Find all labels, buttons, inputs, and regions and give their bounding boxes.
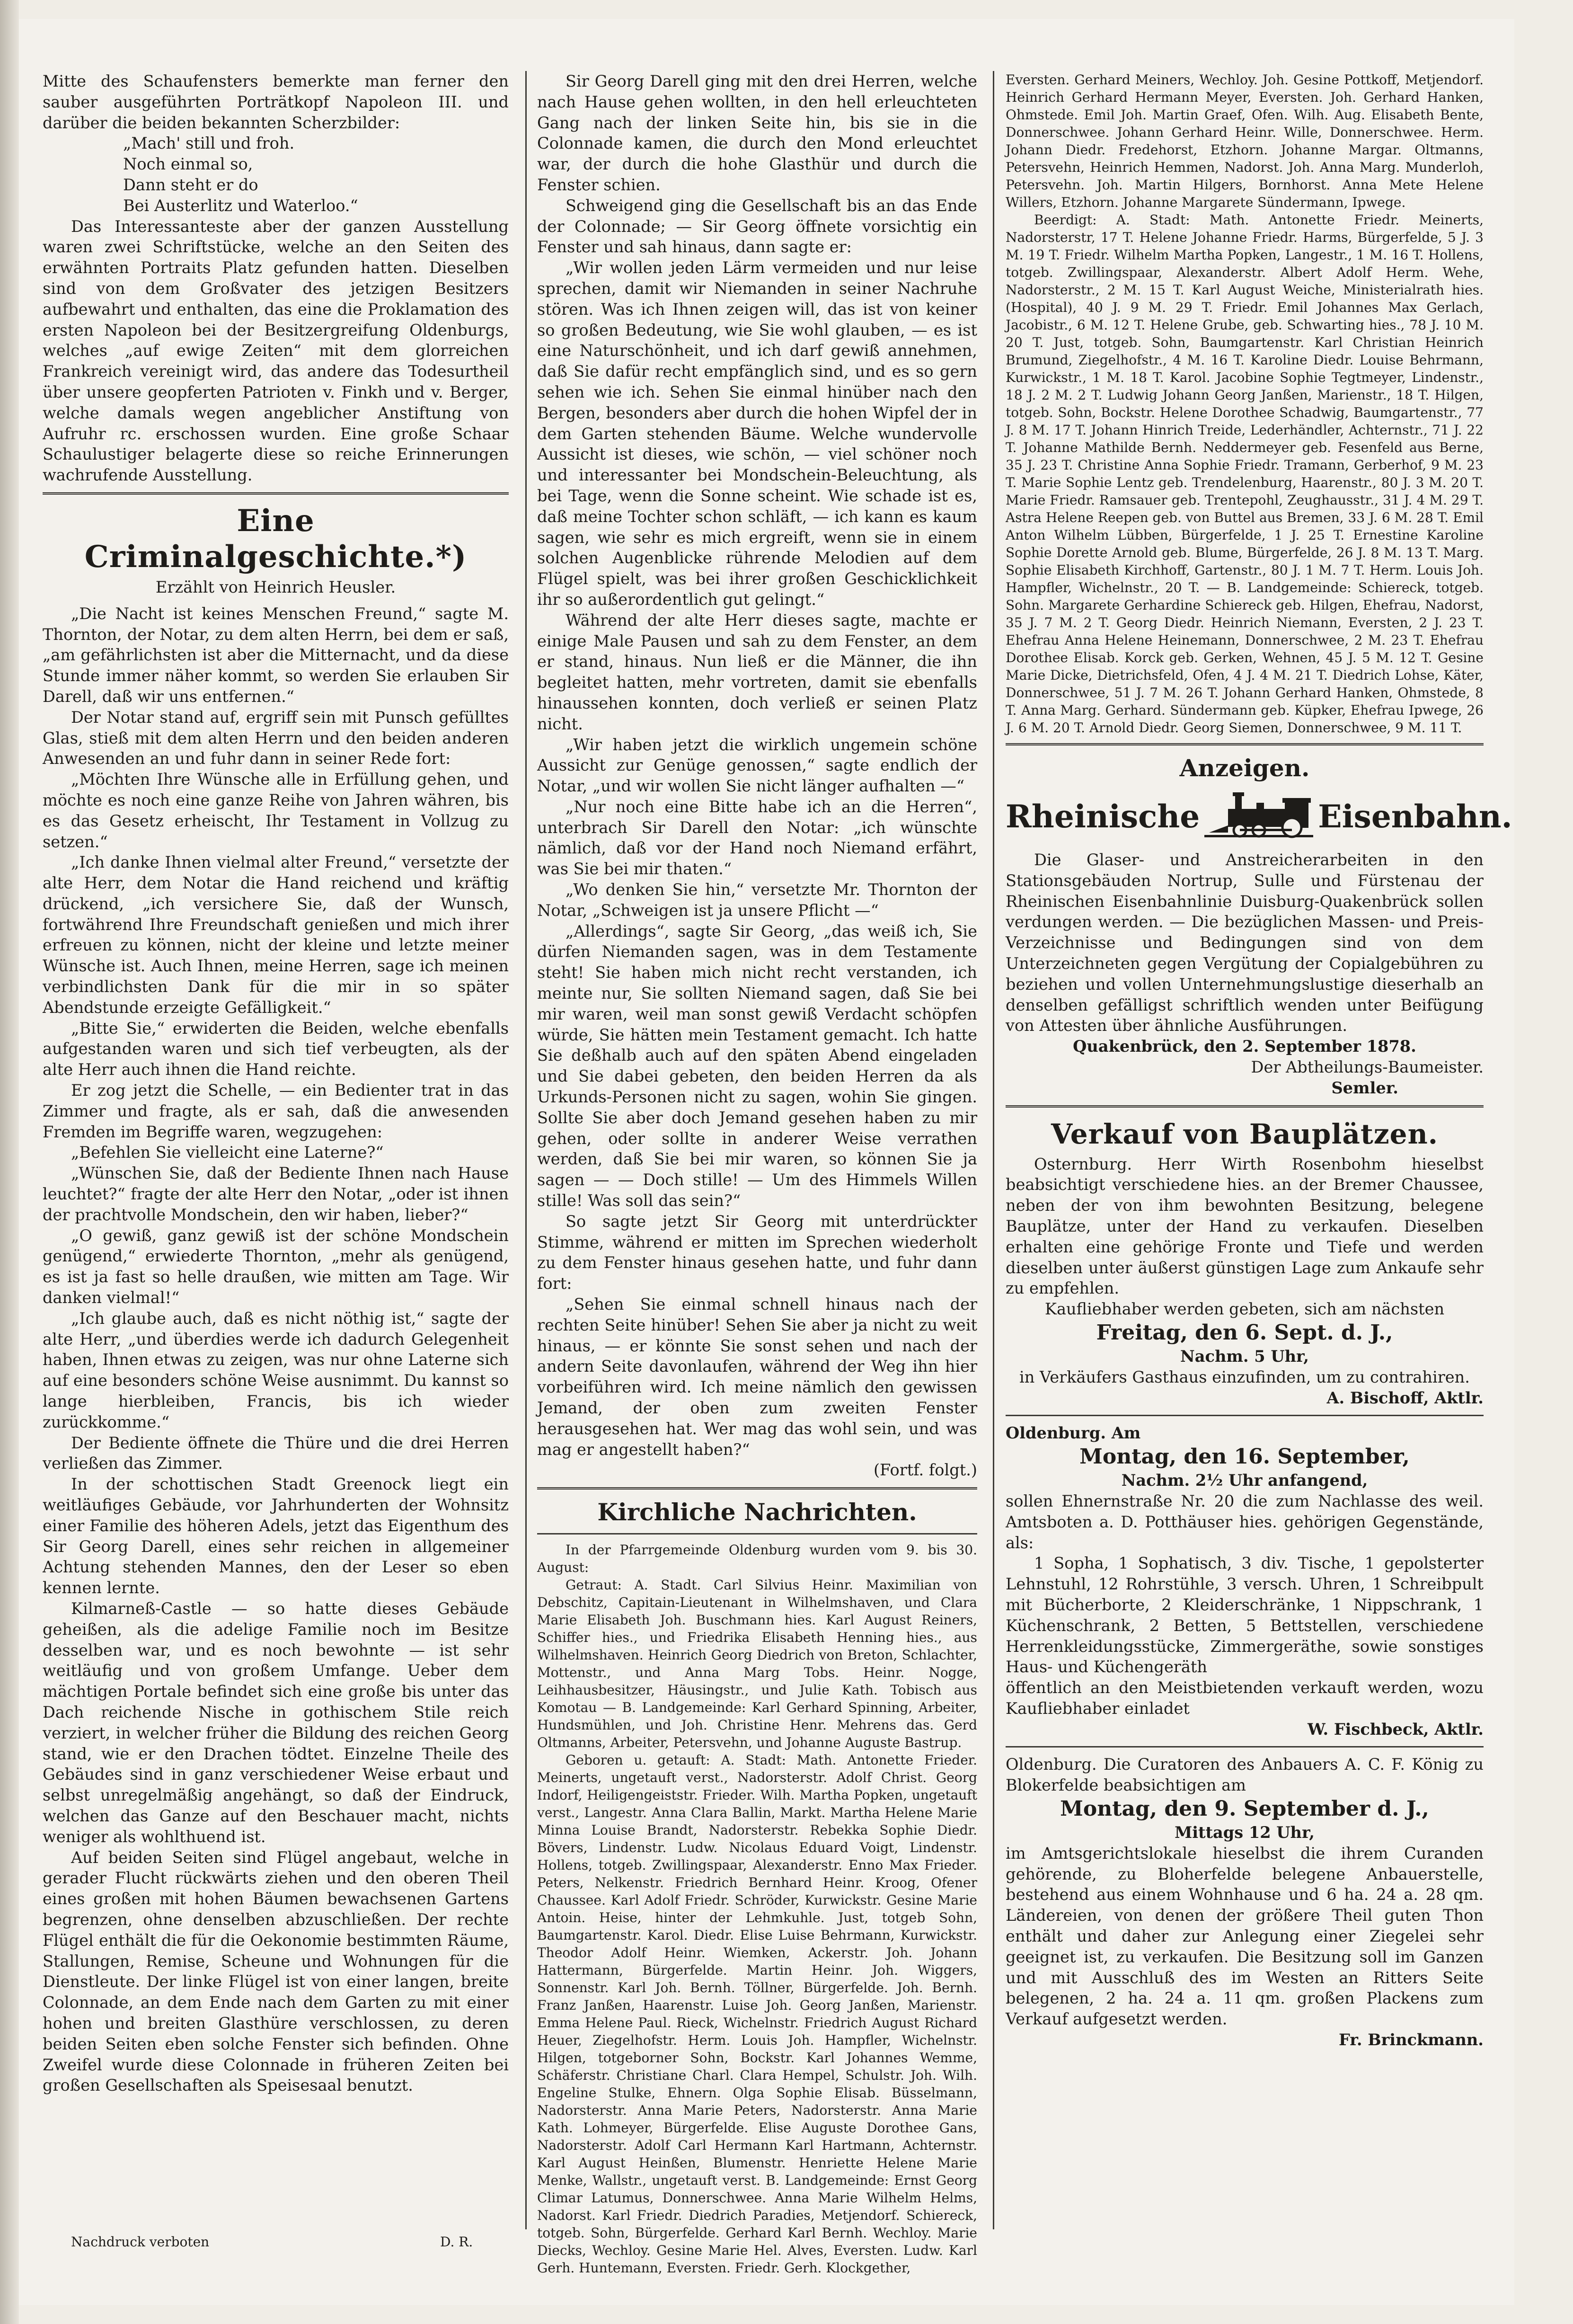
story-paragraph: „Allerdings“, sagte Sir Georg, „das weiß ich, Sie dürfen Niemanden sagen, was in dem Testamente steht! Sie haben mich nicht recht verstanden, ich meinte nur, Sie sollten Niemand sagen, daß Sie bei mir waren, weil man sonst gewiß Verdacht schöpfen würde, Sie hätten mein Testament gemacht. Ich hatte Sie deßhalb auch auf den späten Abend eingeladen und Sie dabei gebeten, den beiden Herren da als Urkunds-Personen nicht zu sagen, wohin Sie gingen. Sollte Sie aber doch Jemand gesehen haben zu mir gehen, oder sollte in anderer Weise verrathen werden, daß Sie bei mir waren, so können Sie ja sagen — — Doch stille! — Um des Himmels Willen stille! Was soll das sein?“ — [537, 922, 977, 1210]
verse-line: „Mach' still und froh. — [123, 134, 295, 153]
story-paragraph: Der Notar stand auf, ergriff sein mit Punsch gefülltes Glas, stieß mit dem alten Herrn und den beiden anderen Anwesenden an und fuhr dann in seiner Rede fort: — [43, 708, 509, 768]
church-entry: Getraut: A. Stadt. Carl Silvius Heinr. Maximilian von Debschitz, Capitain-Lieutenant in Wilhelmshaven, und Clara Marie Elisabeth Joh. Buschmann hies. Karl August Reiners, Schiffer hies., und Friedrika Elisabeth Henning hies., aus Wilhelmshaven. Heinrich Georg Diedrich von Breton, Schlachter, Mottenstr., und Anna Marg Tobs. Heinr. Nogge, Leihhausbesitzer, Häusingstr., und Julie Kath. Tobisch aus Komotau — B. Landgemeinde: Karl Gerhard Spinning, Arbeiter, Hundsmühlen, und Joh. Christine Henr. Mehrens das. Gerd Oltmanns, Arbeiter, Petersvehn, und Johanne Auguste Bastrup. — [537, 1577, 977, 1751]
church-intro: In der Pfarrgemeinde Oldenburg wurden vom 9. bis 30. August: — [537, 1542, 977, 1576]
building-plots-time: Nachm. 5 Uhr, — [1180, 1346, 1309, 1366]
story-paragraph: „Wir wollen jeden Lärm vermeiden und nur leise sprechen, damit wir Niemanden in seiner Nachruhe stören. Was ich Ihnen zeigen will, das ist von keiner so großen Bedeutung, wie Sie wohl glauben, — es ist eine Naturschönheit, und ich darf gewiß annehmen, daß Sie dafür recht empfänglich sind, und es so gern sehen wie ich. Sehen Sie einmal hinüber nach den Bergen, besonders aber durch die hohen Wipfel der in dem Garten stehenden Bäume. Welche wundervolle Aussicht ist dieses, wie schön, — viel schöner noch und interessanter bei Mondschein-Beleuchtung, als bei Tage, wenn die Sonne scheint. Wie schade ist es, daß meine Tochter schon schläft, — ich kann es kaum sagen, wie sehr es mich ergreift, wenn sie in einem solchen Augenblicke rührende Melodien auf dem Flügel spielt, was bei ihrer großen Geschicklichkeit ihr so außerordentlich gut gelingt.“ — [537, 258, 977, 609]
building-plots-place: in Verkäufers Gasthaus einzufinden, um zu contrahiren. — [1019, 1367, 1470, 1386]
auction-2-signature: Fr. Brinckmann. — [1339, 2030, 1484, 2049]
auction-1-closing: öffentlich an den Meistbietenden verkauft werden, wozu Kaufliebhaber einladet — [1006, 1678, 1484, 1718]
railway-ad-header — [1006, 786, 1512, 848]
railway-ad-title-left: Rheinische — [1006, 798, 1200, 835]
verse-line: Noch einmal so, — [123, 155, 253, 174]
advertisements-title: Anzeigen. — [1179, 754, 1310, 782]
auction-1-date: Montag, den 16. September, — [1079, 1445, 1410, 1469]
story-paragraph: So sagte jetzt Sir Georg mit unterdrückter Stimme, während er mitten im Sprechen wiederholt zu dem Fenster hinaus gesehen hatte, und fuhr dann fort: — [537, 1212, 977, 1293]
story-paragraph: „Wir haben jetzt die wirklich ungemein schöne Aussicht zur Genüge genossen,“ sagte endlich der Notar, „und wir wollen Sie nicht länger aufhalten —“ — [537, 735, 977, 796]
story-title: Eine Criminalgeschichte.*) — [84, 503, 467, 575]
column-1 — [43, 71, 509, 2234]
story-paragraph: „Ich danke Ihnen vielmal alter Freund,“ versetzte der alte Herr, dem Notar die Hand reichend und kräftig drückend, „ich versichere Sie, daß der Wunsch, fortwährend Ihre Freundschaft genießen und mich ihrer erfreuen zu können, nicht der kleine und letzte meiner Wünsche ist. Auch Ihnen, meine Herren, sage ich meinen verbindlichsten Dank für die mir in so später Abendstunde erzeigte Gefälligkeit.“ — [43, 853, 509, 1017]
divider — [537, 1533, 977, 1535]
verse-line: Dann steht er do — [123, 175, 258, 194]
divider — [1006, 1746, 1484, 1747]
continuation-note: (Fortf. folgt.) — [873, 1461, 977, 1480]
building-plots-title: Verkauf von Bauplätzen. — [1051, 1118, 1438, 1150]
story-paragraph: „Wünschen Sie, daß der Bediente Ihnen nach Hause leuchtet?“ fragte der alte Herr den Notar, „oder ist ihnen der prachtvolle Mondschein, den wir haben, lieber?“ — [43, 1164, 509, 1224]
intro-paragraph: Mitte des Schaufensters bemerkte man ferner den sauber ausgeführten Porträtkopf Napoleon III. und darüber die beiden bekannten Scherzbilder: — [43, 72, 509, 132]
story-paragraph: „Die Nacht ist keines Menschen Freund,“ sagte M. Thornton, der Notar, zu dem alten Herrn, bei dem er saß, „am gefährlichsten ist aber die Mitternacht, und da diese Stunde immer näher kommt, so werden Sie erlauben Sir Darell, daß wir uns entfernen.“ — [43, 604, 509, 706]
story-paragraph: „Befehlen Sie vielleicht eine Laterne?“ — [71, 1143, 384, 1162]
story-paragraph: „Ich glaube auch, daß es nicht nöthig ist,“ sagte der alte Herr, „und überdies werde ich dadurch Gelegenheit haben, Ihnen etwas zu zeigen, was nur ohne Laterne sich auf eine besonders schöne Weise ausnimmt. Du kannst so lange hierbleiben, Francis, bis ich wieder zurückkomme.“ — [43, 1309, 509, 1431]
building-plots-signature: A. Bischoff, Aktlr. — [1326, 1388, 1484, 1407]
story-paragraph: „Möchten Ihre Wünsche alle in Erfüllung gehen, und möchte es noch eine ganze Reihe von Jahren währen, bis es das Gesetz erheischt, Ihr Testament in Vollzug zu setzen.“ — [43, 770, 509, 851]
railway-ad-signature: Semler. — [1331, 1078, 1398, 1097]
railway-ad-signature-role: Der Abtheilungs-Baumeister. — [1251, 1057, 1484, 1076]
building-plots-invite: Kaufliebhaber werden gebeten, sich am nächsten — [1044, 1300, 1445, 1319]
verse-line: Bei Austerlitz und Waterloo.“ — [123, 196, 358, 215]
building-plots-date: Freitag, den 6. Sept. d. J., — [1096, 1320, 1393, 1345]
auction-1-signature: W. Fischbeck, Aktlr. — [1307, 1719, 1484, 1739]
story-paragraph: „Bitte Sie,“ erwiderten die Beiden, welche ebenfalls aufgestanden waren und sich tief verbeugten, als der alte Herr auch ihnen die Hand reichte. — [43, 1019, 509, 1079]
story-paragraph: Während der alte Herr dieses sagte, machte er einige Male Pausen und sah zu dem Fenster, an dem er stand, hinaus. Nun ließ er die Männer, die ihn begleitet hatten, mehr vortreten, damit sie ebenfalls hinaussehen konnten, doch verließ er seinen Platz nicht. — [537, 611, 977, 733]
story-paragraph: Er zog jetzt die Schelle, — ein Bedienter trat in das Zimmer und fragte, als er sah, daß die anwesenden Fremden im Begriffe waren, wegzugehen: — [43, 1081, 509, 1141]
railway-ad-date: Quakenbrück, den 2. September 1878. — [1073, 1037, 1416, 1056]
auction-2-text: im Amtsgerichtslokale hieselbst die ihrem Curanden gehörende, zu Bloherfelde belegene Anbauerstelle, bestehend aus einem Wohnhause und 6 ha. 24 a. 28 qm. Ländereien, von denen der größere Theil guten Thon enthält und daher zur Anlegung einer Ziegelei sehr geeignet ist, zu verkaufen. Die Besitzung soll im Ganzen und mit Ausschluß des im Westen an Ritters Seite belegenen, 2 ha. 24 a. 11 qm. großen Plackens zum Verkauf aufgesetzt werden. — [1006, 1844, 1484, 2029]
column-rule — [993, 71, 994, 2229]
divider — [43, 492, 509, 497]
railway-ad-text: Die Glaser- und Anstreicherarbeiten in den Stationsgebäuden Nortrup, Sulle und Fürstenau der Rheinischen Eisenbahnlinie Duisburg-Quakenbrück sollen verdungen werden. — Die bezüglichen Massen- und Preis-Verzeichnisse und Bedingungen sind von dem Unterzeichneten gegen Vergütung der Copialgebühren zu beziehen und vollen Unternehmungslustige dieserhalb an denselben gefälligst schriftlich wenden unter Beifügung von Attesten über ähnliche Ausführungen. — [1006, 851, 1484, 1035]
church-entry: Eversten. Gerhard Meiners, Wechloy. Joh. Gesine Pottkoff, Metjendorf. Heinrich Gerhard Hermann Meyer, Eversten. Joh. Gerhard Hanken, Ohmstede. Emil Joh. Martin Graef, Ofen. Wilh. Aug. Elisabeth Bente, Donnerschwee. Johann Gerhard Heinr. Wille, Donnerschwee. Herm. Johann Diedr. Fredehorst, Etzhorn. Johanne Margar. Oltmanns, Petersvehn, Heinrich Hemmen, Nadorst. Joh. Anna Marg. Munderloh, Petersvehn. Joh. Martin Hilgers, Bornhorst. Anna Mete Helene Willers, Etzhorn. Johanne Margarete Sündermann, Ipwege. — [1006, 72, 1484, 210]
column-3 — [1006, 71, 1512, 2234]
divider — [1006, 1415, 1484, 1416]
footnote-reprint: Nachdruck verboten — [71, 2234, 210, 2250]
auction-1-location: Oldenburg. Am — [1006, 1423, 1141, 1443]
auction-2-date: Montag, den 9. September d. J., — [1060, 1797, 1429, 1821]
story-paragraph: Sir Georg Darell ging mit den drei Herren, welche nach Hause gehen wollten, in den hell erleuchteten Gang nach der linken Seite hin, bis sie in die Colonnade kamen, die durch den Mond erleuchtet war, der durch die hohe Glasthür und durch die Fenster schien. — [537, 72, 977, 194]
auction-2-intro: Oldenburg. Die Curatoren des Anbauers A. C. F. König zu Blokerfelde beabsichtigen am — [1006, 1755, 1484, 1795]
story-paragraph: Auf beiden Seiten sind Flügel angebaut, welche in gerader Flucht rückwärts ziehen und den oberen Theil eines großen mit hohen Bäumen bewachsenen Gartens begrenzen, ohne denselben abzuschließen. Der rechte Flügel enthält die für die Oekonomie bestimmten Räume, Stallungen, Remise, Scheune und Wohnungen für die Dienstleute. Der linke Flügel ist von einer langen, breite Colonnade, an dem Ende nach dem Garten zu mit einer hohen und breiten Glasthüre verschlossen, zu deren beiden Seiten eben solche Fenster sich befinden. Ohne Zweifel wurde diese Colonnade in früheren Zeiten bei großen Gesellschaften als Speisesaal benutzt. — [43, 1848, 509, 2095]
story-paragraph: „Nur noch eine Bitte habe ich an die Herren“, unterbrach Sir Darell den Notar: „ich wünschte nämlich, daß vor der Hand noch Niemand erfährt, was Sie bei mir thaten.“ — [537, 797, 977, 878]
story-byline: Erzählt von Heinrich Heusler. — [155, 577, 396, 596]
auction-1-items: 1 Sopha, 1 Sophatisch, 3 div. Tische, 1 gepolsterter Lehnstuhl, 12 Rohrstühle, 3 versch. Uhren, 1 Schreibpult mit Bücherborte, 2 Kleiderschränke, 1 Nippschrank, 1 Küchenschrank, 2 Betten, 5 Bettstellen, verschiedene Herrenkleidungsstücke, Zimmergeräthe, sowie sonstiges Haus- und Küchengeräth — [1006, 1554, 1484, 1676]
column-rule — [525, 71, 527, 2229]
story-paragraph: In der schottischen Stadt Greenock liegt ein weitläufiges Gebäude, vor Jahrhunderten der Wohnsitz einer Familie des höheren Adels, jetzt das Eigenthum des Sir Georg Darell, eines sehr reichen in allgemeiner Achtung stehenden Mannes, den der Leser so eben kennen lernte. — [43, 1475, 509, 1597]
church-news-title: Kirchliche Nachrichten. — [597, 1498, 917, 1526]
building-plots-text: Osternburg. Herr Wirth Rosenbohm hieselbst beabsichtigt verschiedene hies. an der Bremer Chaussee, neben der von ihm bewohnten Besitzung, belegene Bauplätze, unter der Hand zu verkaufen. Dieselben erhalten eine gehörige Fronte und Tiefe und werden dieselben unter äußerst günstigen Lage zum Ankaufe sehr zu empfehlen. — [1006, 1154, 1484, 1298]
divider — [537, 1487, 977, 1491]
locomotive-icon — [1200, 788, 1318, 847]
divider — [1006, 743, 1484, 747]
story-paragraph: Der Bediente öffnete die Thüre und die drei Herren verließen das Zimmer. — [43, 1433, 509, 1473]
auction-1-time: Nachm. 2½ Uhr anfangend, — [1121, 1471, 1368, 1490]
story-paragraph: „Wo denken Sie hin,“ versetzte Mr. Thornton der Notar, „Schweigen ist ja unsere Pflicht —“ — [537, 880, 977, 920]
church-entry: Geboren u. getauft: A. Stadt: Math. Antonette Frieder. Meinerts, ungetauft verst., Nadorsterstr. Adolf Christ. Georg Indorf, Heiligengeiststr. Frieder. Wilh. Martha Popken, ungetauft verst., Langestr. Anna Clara Ballin, Markt. Martha Helene Marie Minna Louise Brandt, Nadorsterstr. Rebekka Sophie Diedr. Bövers, Lindenstr. Ludw. Nicolaus Eduard Voigt, Lindenstr. Hollens, totgeb. Zwillingspaar, Alexanderstr. Enno Max Frieder. Peters, Nelkenstr. Friedrich Bernhard Heinr. Kroog, Ofener Chaussee. Karl Adolf Friedr. Schröder, Kurwickstr. Gesine Marie Antoin. Heise, hinter der Lehmkuhle. Just, totgeb Sohn, Baumgartenstr. Karol. Diedr. Elise Luise Behrmann, Kurwickstr. Theodor Adolf Heinr. Wiemken, Ackerstr. Joh. Johann Hattermann, Bürgerfelde. Martin Heinr. Joh. Wiggers, Sonnenstr. Karl Joh. Bernh. Töllner, Bürgerfelde. Joh. Bernh. Franz Janßen, Haarenstr. Luise Joh. Georg Janßen, Marienstr. Emma Helene Paul. Rieck, Wichelnstr. Friedrich August Richard Heuer, Ziegelhofstr. Herm. Louis Joh. Hampfler, Wichelnstr. Hilgen, totgeborner Sohn, Bockstr. Karl Johannes Wemme, Schäferstr. Christiane Charl. Clara Hempel, Schulstr. Joh. Wilh. Engeline Stulke, Ehnern. Olga Sophie Elisab. Büsselmann, Nadorsterstr. Anna Marie Peters, Nadorsterstr. Anna Marie Kath. Lohmeyer, Bürgerfelde. Elise Auguste Dorothee Gans, Nadorsterstr. Adolf Carl Hermann Karl Hartmann, Achternstr. Karl August Heinßen, Blumenstr. Henriette Helene Marie Menke, Wallstr., ungetauft verst. B. Landgemeinde: Ernst Georg Climar Latumus, Donnerschwee. Anna Marie Wilhelm Helms, Nadorst. Karl Friedr. Diedrich Paradies, Metjendorf. Schiereck, totgeb. Sohn, Bürgerfelde. Gerhard Karl Bernh. Wechloy. Marie Diecks, Wechloy. Gesine Marie Hel. Alves, Eversten. Ludw. Karl Gerh. Huntemann, Eversten. Friedr. Gerh. Klockgether, — [537, 1752, 977, 2276]
story-paragraph: „O gewiß, ganz gewiß ist der schöne Mondschein genügend,“ erwiederte Thornton, „mehr als genügend, es ist ja fast so helle draußen, wie mitten am Tage. Wir danken vielmal!“ — [43, 1226, 509, 1307]
church-entry: Beerdigt: A. Stadt: Math. Antonette Friedr. Meinerts, Nadorsterstr, 17 T. Helene Johanne Friedr. Harms, Bürgerfelde, 5 J. 3 M. 19 T. Friedr. Wilhelm Martha Popken, Langestr., 1 M. 16 T. Hollens, totgeb. Zwillingspaar, Alexanderstr. Albert Adolf Herm. Wehe, Nadorsterstr., 2 M. 15 T. Karl August Weiche, Ministerialrath hies. (Hospital), 40 J. 9 M. 29 T. Friedr. Emil Johannes Max Gerlach, Jacobistr., 6 M. 12 T. Helene Grube, geb. Schwarting hies., 78 J. 10 M. 20 T. Just, totgeb. Sohn, Baumgartenstr. Karl Christian Heinrich Brumund, Ziegelhofstr., 4 M. 16 T. Karoline Diedr. Louise Behrmann, Kurwickstr., 1 M. 18 T. Karol. Jacobine Sophie Tegtmeyer, Lindenstr., 18 J. 2 M. 2 T. Ludwig Johann Georg Janßen, Marienstr., 18 T. Hilgen, totgeb. Sohn, Bockstr. Helene Dorothee Schadwig, Baumgartenstr., 77 J. 8 M. 17 T. Johann Hinrich Treide, Lederhändler, Achternstr., 71 J. 22 T. Johanne Mathilde Bernh. Neddermeyer geb. Fesenfeld aus Berne, 35 J. 23 T. Christine Anna Sophie Friedr. Tramann, Gerberhof, 9 M. 23 T. Marie Sophie Lentz geb. Trendelenburg, Haarenstr., 80 J. 3 M. 20 T. Marie Friedr. Ramsauer geb. Trentepohl, Zeughausstr., 31 J. 4 M. 29 T. Astra Helene Reepen geb. von Buttel aus Bremen, 33 J. 6 M. 28 T. Emil Anton Wilhelm Lübben, Bürgerfelde, 1 J. 25 T. Ernestine Karoline Sophie Dorette Arnold geb. Blume, Bürgerfelde, 26 J. 8 M. 13 T. Marg. Sophie Elisabeth Kirchhoff, Gartenstr., 80 J. 1 M. 7 T. Herm. Louis Joh. Hampfler, Wichelnstr., 20 T. — B. Landgemeinde: Schiereck, totgeb. Sohn. Margarete Gerhardine Schiereck geb. Hilgen, Ehefrau, Nadorst, 35 J. 7 M. 2 T. Georg Diedr. Heinrich Niemann, Eversten, 2 J. 23 T. Ehefrau Anna Helene Heinemann, Donnerschwee, 2 M. 23 T. Ehefrau Dorothee Elisab. Korck geb. Gerken, Wehnen, 45 J. 5 M. 12 T. Gesine Marie Dicke, Dietrichsfeld, Ofen, 4 J. 4 M. 21 T. Diedrich Lohse, Käter, Donnerschwee, 51 J. 7 M. 26 T. Johann Gerhard Hanken, Ohmstede, 8 T. Anna Marg. Gerhard. Sündermann geb. Küpker, Ehefrau Ipwege, 26 J. 6 M. 20 T. Arnold Diedr. Georg Siemen, Donnerschwee, 9 M. 11 T. — [1006, 212, 1484, 736]
auction-2-time: Mittags 12 Uhr, — [1175, 1823, 1315, 1842]
story-paragraph: Schweigend ging die Gesellschaft bis an das Ende der Colonnade; — Sir Georg öffnete vorsichtig ein Fenster und sah hinaus, dann sagte er: — [537, 196, 977, 257]
exhibition-paragraph: Das Interessanteste aber der ganzen Ausstellung waren zwei Schriftstücke, welche an den Seiten des erwähnten Portraits Platz gefunden hatten. Dieselben sind von dem Großvater des jetzigen Besitzers aufbewahrt und enthalten, das eine die Proklamation des ersten Napoleon bei der Besitzergreifung Oldenburgs, welches „auf ewige Zeiten“ mit dem glorreichen Frankreich vereinigt wird, das andere das Todesurtheil über unsere geopferten Patrioten v. Finkh und v. Berger, welche damals wegen angeblicher Anstiftung von Aufruhr rc. erschossen wurden. Eine große Schaar Schaulustiger belagerte diese so reiche Erinnerungen wachrufende Ausstellung. — [43, 217, 509, 485]
column-2 — [537, 71, 977, 2276]
divider — [1006, 1105, 1484, 1109]
story-paragraph: „Sehen Sie einmal schnell hinaus nach der rechten Seite hinüber! Sehen Sie aber ja nicht zu weit hinaus, — er könnte Sie sonst sehen und nach der andern Seite davonlaufen, während der Weg ihn hier vorbeiführen wird. Ich meine nämlich den gewissen Jemand, der oben zum zweiten Fenster herausgesehen hat. Wer mag das wohl sein, und was mag er angestellt haben?“ — [537, 1295, 977, 1459]
railway-ad-title-right: Eisenbahn. — [1318, 798, 1512, 835]
auction-1-text: sollen Ehnernstraße Nr. 20 die zum Nachlasse des weil. Amtsboten a. D. Potthäuser hies. gehörigen Gegenstände, als: — [1006, 1491, 1484, 1552]
story-paragraph: Kilmarneß-Castle — so hatte dieses Gebäude geheißen, als die adelige Familie noch im Besitze desselben war, und es noch bewohnte — ist sehr weitläufig und von großem Umfange. Ueber dem mächtigen Portale befindet sich eine große bis unter das Dach reichende Nische in gothischem Stile reich verziert, in welcher früher die Bildung des reichen Georg stand, wie er den Drachen tödtet. Einzelne Theile des Gebäudes sind in ganz verschiedener Weise erbaut und selbst unregelmäßig angehängt, so daß der Eindruck, welchen das Ganze auf den Beschauer macht, nichts weniger als wohlthuend ist. — [43, 1599, 509, 1846]
footnote-mark: D. R. — [440, 2234, 473, 2250]
page-edge-shadow — [0, 0, 19, 2324]
